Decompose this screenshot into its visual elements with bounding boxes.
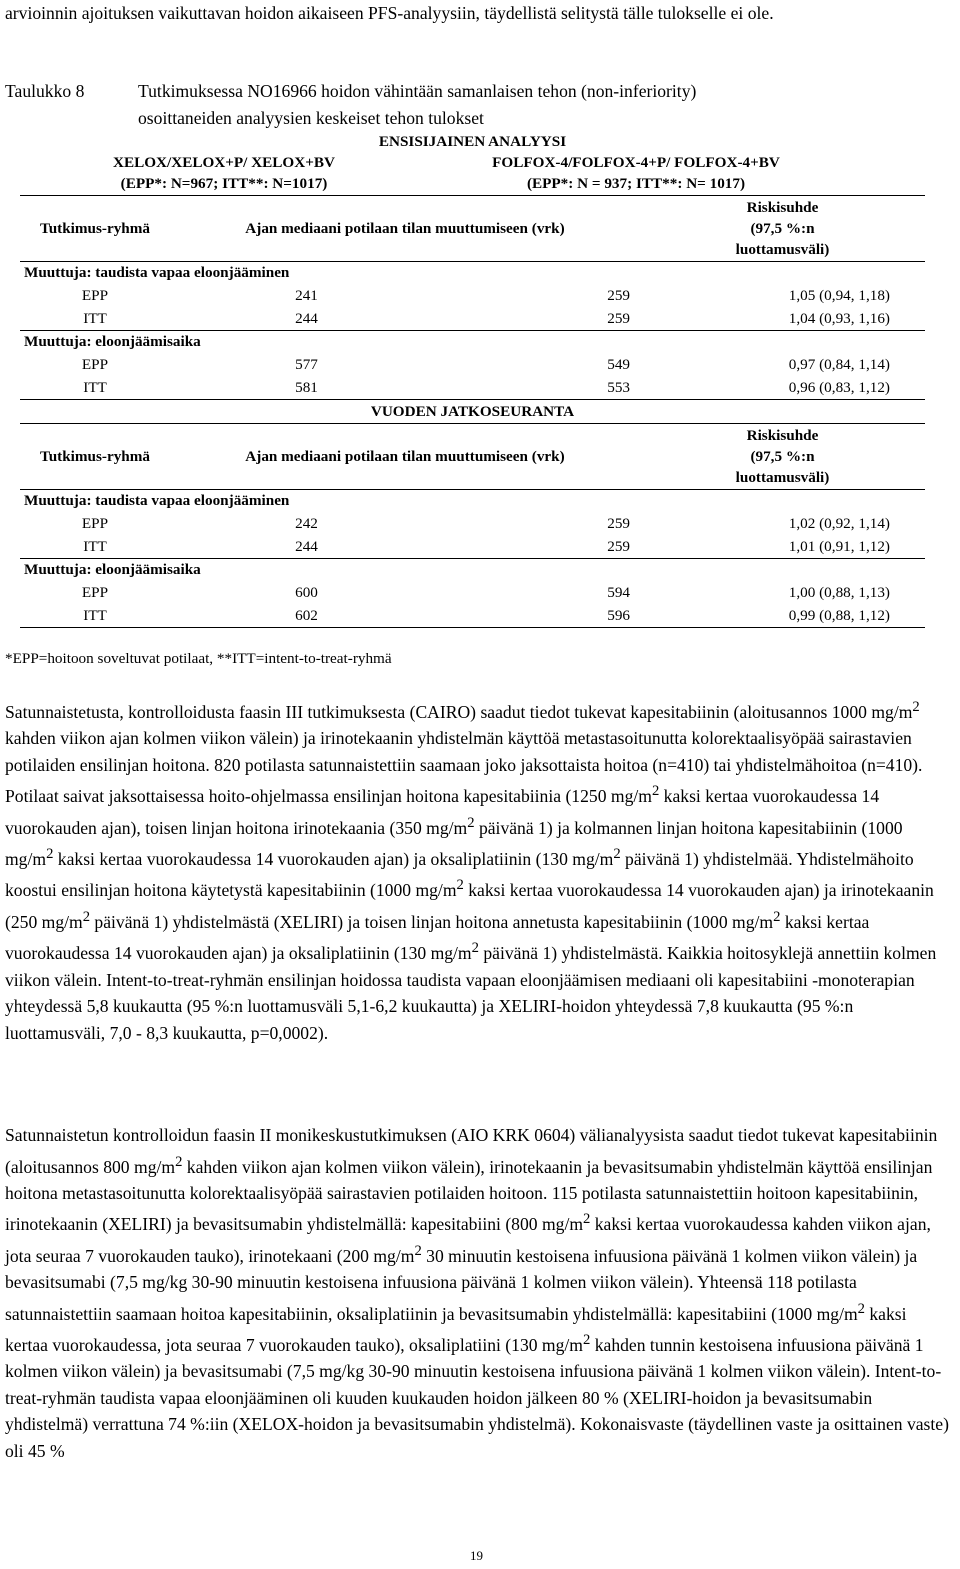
column-header-hazard-ratio — [640, 195, 925, 261]
cell-group-a-value: 244 — [170, 307, 400, 330]
cell-group-b-value: 259 — [607, 287, 630, 304]
cell-group-a-value: 244 — [170, 535, 400, 558]
variable-label-pfs: Muuttuja: taudista vapaa eloonjääminen — [24, 492, 290, 510]
column-header-median-time: Ajan mediaani potilaan tilan muuttumiseen (vrk) — [170, 423, 640, 489]
column-header-hazard-ratio-line-2: (97,5 %:n — [750, 219, 815, 237]
superscript: 2 — [82, 908, 91, 925]
cell-hazard-ratio: 0,97 (0,84, 1,14) — [788, 356, 890, 373]
table-row — [20, 307, 925, 330]
column-header-median-time: Ajan mediaani potilaan tilan muuttumiseen (vrk) — [170, 195, 640, 261]
cell-group: EPP — [81, 356, 109, 373]
table-footnote: *EPP=hoitoon soveltuvat potilaat, **ITT=intent-to-treat-ryhmä — [5, 650, 392, 667]
cell-group-a-value: 577 — [295, 356, 318, 373]
paragraph-text: päivänä 1) ja kolmannen linjan hoitona kapesitabiinin (1000 mg/m — [5, 817, 903, 869]
column-header-hazard-ratio-line-2: (97,5 %:n — [750, 447, 815, 465]
cell-group-a-value: 242 — [295, 515, 318, 532]
cell-group-b-value: 259 — [400, 535, 640, 558]
group-b-header-line-1: FOLFOX-4/FOLFOX-4+P/ FOLFOX-4+BV — [492, 154, 780, 171]
cell-hazard-ratio: 1,00 (0,88, 1,13) — [788, 584, 890, 601]
cell-group-b-value: 596 — [400, 604, 640, 627]
cell-group: EPP — [81, 515, 109, 532]
column-header-hazard-ratio-line-1: Riskisuhde — [746, 426, 819, 444]
superscript: 2 — [46, 846, 54, 863]
table-row — [20, 376, 925, 399]
superscript: 2 — [583, 1211, 591, 1228]
page-number: 19 — [470, 1548, 483, 1563]
table-label: Taulukko 8 — [5, 81, 85, 101]
table-row — [20, 581, 925, 604]
paragraph-text: kaksi kertaa vuorokaudessa 14 vuorokauden ajan) ja oksaliplatiinin (130 mg/m — [53, 848, 614, 869]
superscript: 2 — [651, 783, 660, 800]
paragraph-text: kaksi kertaa vuorokaudessa kahden viikon ajan, jota seuraa 7 vuorokauden tauko), irinotekaani (200 mg/m — [5, 1214, 931, 1266]
cell-group-a-value: 600 — [295, 584, 318, 601]
section-one-year-followup: VUODEN JATKOSEURANTA — [20, 399, 925, 423]
column-header-hazard-ratio — [640, 423, 925, 489]
paragraph-text: kahden tunnin kestoisena infuusiona päivänä 1 kolmen viikon välein) ja bevasitsumabi (7,5 mg/kg 30-90 minuutin kestoisena infuusiona päivänä 1 kolmen viikon välein). Intent-to-treat-ryhmän taudista vapaa eloonjääminen oli kuuden kuukauden hoidon jälkeen 80 % (XELIRI-hoidon ja bevasitsumabin yhdistelmä) verrattuna 74 %:iin (XELOX-hoidon ja bevasitsumabin yhdistelmä). Kokonaisvaste (täydellinen vaste ja osittainen vaste) oli 45 % — [5, 1334, 949, 1461]
table-row — [20, 512, 925, 535]
cell-hazard-ratio: 1,02 (0,92, 1,14) — [788, 515, 890, 532]
superscript: 2 — [175, 1153, 183, 1170]
column-header-hazard-ratio-line-3: luottamusväli) — [735, 468, 830, 486]
paragraph-text: kaksi kertaa vuorokaudessa 14 vuorokauden ajan) ja oksaliplatiinin (130 mg/m — [5, 911, 870, 964]
group-b-header-line-2: (EPP*: N = 937; ITT**: N= 1017) — [526, 175, 746, 193]
paragraph-text: päivänä 1) yhdistelmää. Yhdistelmähoito koostui ensilinjan hoitona käytetystä kapesitabiinin (1000 mg/m — [5, 848, 914, 901]
variable-label-os: Muuttuja: eloonjäämisaika — [24, 561, 201, 579]
cell-group-b-value: 259 — [607, 515, 630, 532]
table-title — [138, 78, 938, 131]
cell-hazard-ratio: 1,04 (0,93, 1,16) — [640, 307, 925, 330]
cell-hazard-ratio: 1,01 (0,91, 1,12) — [640, 535, 925, 558]
cell-group: ITT — [20, 535, 170, 558]
intro-text: arvioinnin ajoituksen vaikuttavan hoidon aikaiseen PFS-analyysiin, täydellistä selitystä tälle tulokselle ei ole. — [5, 3, 774, 23]
superscript: 2 — [471, 940, 479, 957]
cell-hazard-ratio: 1,05 (0,94, 1,18) — [788, 287, 890, 304]
paragraph-text: päivänä 1) yhdistelmästä (XELIRI) ja toisen linjan hoitona annetusta kapesitabiinin (1000 mg/m — [90, 911, 774, 932]
paragraph-text: kaksi kertaa vuorokaudessa 14 vuorokauden ajan), toisen linjan hoitona irinotekaania (350 mg/m — [5, 786, 880, 838]
cell-group-a-value: 602 — [170, 604, 400, 627]
cell-group-b-value: 553 — [400, 376, 640, 399]
cell-hazard-ratio: 0,96 (0,83, 1,12) — [640, 376, 925, 399]
superscript: 2 — [456, 877, 464, 894]
results-table — [20, 130, 925, 628]
cell-group: ITT — [20, 604, 170, 627]
cell-group-b-value: 594 — [607, 584, 630, 601]
group-a-header-line-2: (EPP*: N=967; ITT**: N=1017) — [120, 175, 328, 193]
cell-group-a-value: 241 — [295, 287, 318, 304]
superscript: 2 — [583, 1331, 591, 1348]
group-a-header-line-1: XELOX/XELOX+P/ XELOX+BV — [113, 154, 335, 171]
superscript: 2 — [613, 846, 621, 863]
section-primary-analysis: ENSISIJAINEN ANALYYSI — [378, 132, 567, 150]
superscript: 2 — [773, 908, 781, 925]
paragraph-text: kaksi kertaa vuorokaudessa 14 vuorokauden ajan) ja irinotekaanin (250 mg/m — [5, 880, 934, 932]
paragraph-text: kahden viikon ajan kolmen viikon välein) ja irinotekaanin yhdistelmän käyttöä metastasoitunutta kolorektaalisyöpää sairastavien potilaiden ensilinjan hoitona. 820 potilasta satunnaistettiin saamaan joko jaksottaista hoitoa (n=410) tai yhdistelmähoitoa (n=410). Potilaat saivat jaksottaisessa hoito-ohjelmassa ensilinjan hoitona kapesitabiinia (1250 mg/m — [5, 728, 923, 807]
column-header-study-group: Tutkimus-ryhmä — [20, 423, 170, 489]
paragraph-text: Satunnaistetusta, kontrolloidusta faasin III tutkimuksesta (CAIRO) saadut tiedot tukevat kapesitabiinin (aloitusannos 1000 mg/m — [5, 701, 913, 722]
table-row — [20, 353, 925, 376]
cell-hazard-ratio: 0,99 (0,88, 1,12) — [640, 604, 925, 627]
paragraph-text: 30 minuutin kestoisena infuusiona päivänä 1 kolmen viikon välein) ja bevasitsumabi (7,5 mg/kg 30-90 minuutin kestoisena infuusiona päivänä 1 kolmen viikon välein). Yhteensä 118 potilasta satunnaistettiin saamaan hoitoa kapesitabiinin, oksaliplatiinin ja bevasitsumabin yhdistelmällä: kapesitabiini (1000 mg/m — [5, 1245, 918, 1324]
paragraph-text: Satunnaistetun kontrolloidun faasin II monikeskustutkimuksen (AIO KRK 0604) välianalyysista saadut tiedot tukevat kapesitabiinin (aloitusannos 800 mg/m — [5, 1125, 938, 1177]
column-header-study-group: Tutkimus-ryhmä — [20, 195, 170, 261]
cell-group: ITT — [20, 376, 170, 399]
variable-label-pfs: Muuttuja: taudista vapaa eloonjääminen — [24, 264, 290, 282]
table-row — [20, 535, 925, 558]
table-row — [20, 284, 925, 307]
cell-group: ITT — [20, 307, 170, 330]
superscript: 2 — [912, 699, 920, 715]
superscript: 2 — [467, 814, 475, 831]
paragraph-cairo — [5, 694, 950, 1046]
cell-group-b-value: 549 — [607, 356, 630, 373]
cell-group-a-value: 581 — [170, 376, 400, 399]
paragraph-text: kahden viikon ajan kolmen viikon välein), irinotekaanin ja bevasitsumabin yhdistelmän käyttöä ensilinjan hoitona metastasoitunutta kolorektaalisyöpää sairastavien potilaiden hoitoon. 115 potilasta satunnaistettiin hoitoon kapesitabiinin, irinotekaanin (XELIRI) ja bevasitsumabin yhdistelmällä: kapesitabiini (800 mg/m — [5, 1156, 933, 1235]
table-title-line-1: Tutkimuksessa NO16966 hoidon vähintään samanlaisen tehon (non-inferiority) — [138, 81, 697, 101]
paragraph-aio-krk — [5, 1122, 950, 1464]
column-header-hazard-ratio-line-1: Riskisuhde — [746, 198, 819, 216]
table-title-line-2: osoittaneiden analyysien keskeiset tehon tulokset — [138, 107, 484, 128]
cell-group: EPP — [81, 584, 109, 601]
superscript: 2 — [414, 1242, 422, 1259]
cell-group-b-value: 259 — [400, 307, 640, 330]
cell-group: EPP — [81, 287, 109, 304]
table-row — [20, 604, 925, 627]
paragraph-text: päivänä 1) yhdistelmästä. Kaikkia hoitosyklejä annettiin kolmen viikon välein. Intent-to-treat-ryhmän ensilinjan hoidossa taudista vapaan eloonjäämisen mediaani oli kapesitabiini -monoterapian yhteydessä 5,8 kuukautta (95 %:n luottamusväli 5,1-6,2 kuukautta) ja XELIRI-hoidon yhteydessä 7,8 kuukautta (95 %:n luottamusväli, 7,0 - 8,3 kuukautta, p=0,0002). — [5, 943, 937, 1043]
column-header-hazard-ratio-line-3: luottamusväli) — [735, 240, 830, 258]
superscript: 2 — [857, 1300, 865, 1317]
paragraph-text: kaksi kertaa vuorokaudessa, jota seuraa 7 vuorokauden tauko), oksaliplatiini (130 mg/m — [5, 1303, 907, 1355]
variable-label-os: Muuttuja: eloonjäämisaika — [24, 333, 201, 351]
